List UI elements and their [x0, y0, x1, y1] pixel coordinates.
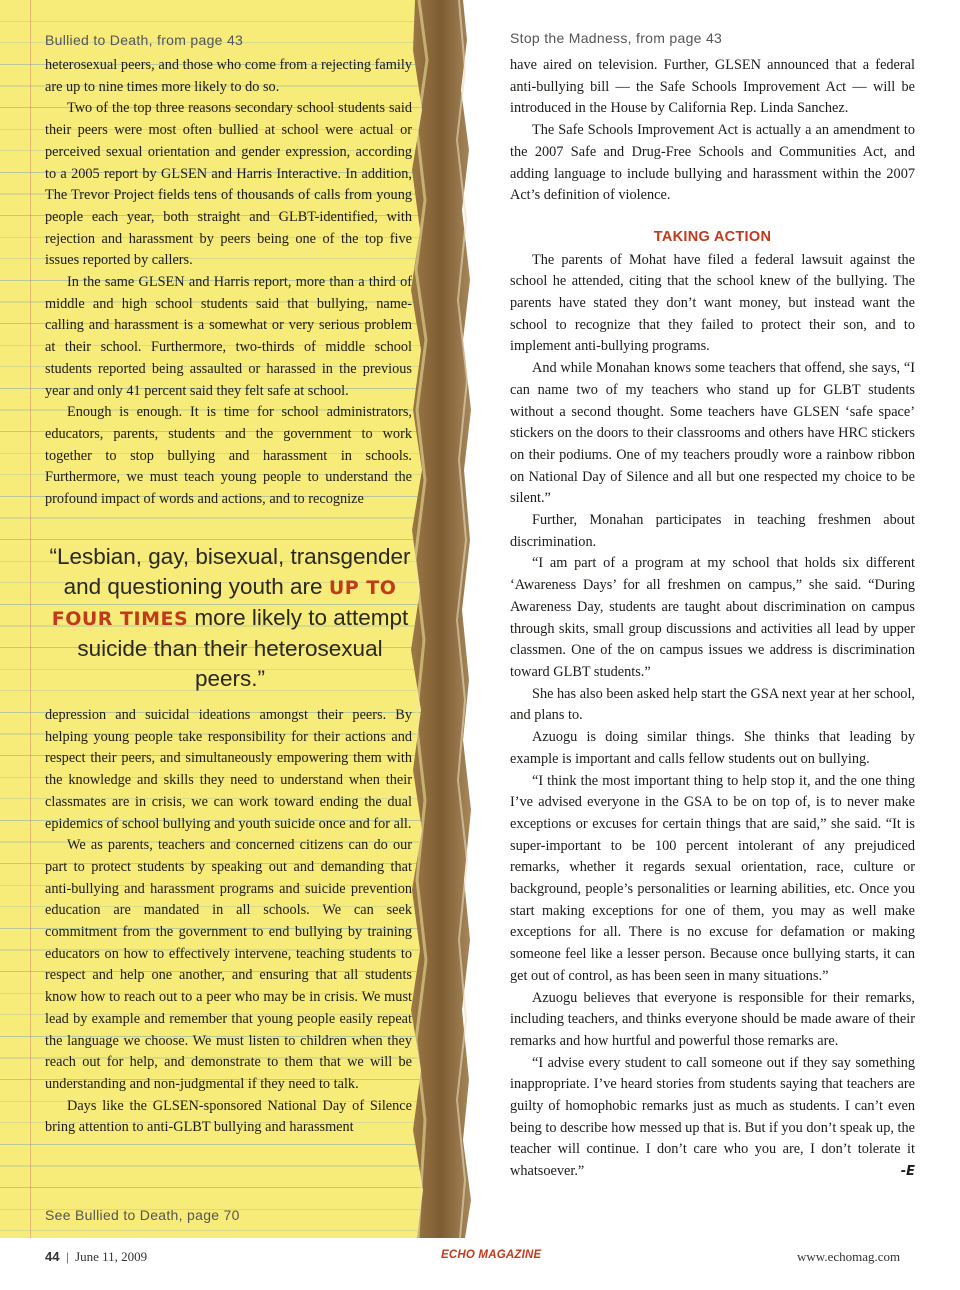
signoff: -E: [900, 1164, 915, 1180]
section-heading: TAKING ACTION: [653, 228, 772, 245]
paragraph-with-signoff: [510, 1053, 915, 1183]
paragraph: She has also been asked help start the GSA next year at her school, and plans to.: [510, 685, 915, 724]
paragraph: Azuogu is doing similar things. She thinks that leading by example is important and calls fellow students out on bullying.: [510, 729, 915, 767]
paragraph: Further, Monahan participates in teaching freshmen about discrimination.: [510, 512, 915, 550]
paragraph: Days like the GLSEN-sponsored National Day of Silence bring attention to anti-GLBT bullying and harassment: [45, 1097, 412, 1136]
paragraph: depression and suicidal ideations amongst their peers. By helping young people take responsibility for their actions and respect their peers, and simultaneously empowering them with the knowledge and skills they need to understand when their classmates are in crisis, we can work toward ending the dual epidemics of school bullying and youth suicide once and for all.: [45, 707, 412, 832]
paragraph: The Safe Schools Improvement Act is actually a an amendment to the 2007 Safe and Drug-Free Schools and Communities Act, and adding language to include bullying and harassment within the 2007 Act’s definition of violence.: [510, 122, 915, 204]
paragraph: “I think the most important thing to help stop it, and the one thing I’ve advised everyone in the GSA to be on top of, is to never make exceptions or excuses for certain things that are said,” she said. “It is super-important to be 100 percent intolerant of any prejudiced remarks, whether it regards sexual orientation, race, culture or background, people’s personalities or learning abilities, etc. Once you start making exceptions for one of them, you may as well make exceptions for all. There is no excuse for defamation or making someone feel like a lesser person. Because once bullying starts, it can get out of control, as has been seen in many situations.”: [510, 772, 915, 984]
continued-line: See Bullied to Death, page 70: [45, 1207, 240, 1223]
left-column-bottom: [45, 705, 412, 1139]
pull-quote-text: more likely to attempt suicide than their heterosexual peers.”: [77, 605, 409, 691]
paragraph: And while Monahan knows some teachers that offend, she says, “I can name two of my teachers who stand up for GLBT students without a second thought. Some teachers have GLSEN ‘safe space’ stickers on the doors to their classrooms and others have HRC stickers on their podiums. One of my teachers proudly wore a rainbow ribbon on National Day of Silence and all but one respected my choice to be silent.”: [510, 360, 915, 507]
paragraph: Azuogu believes that everyone is responsible for their remarks, including teachers, and thinks everyone should be made aware of their remarks and how hurtful and powerful those remarks are.: [510, 989, 915, 1049]
issue-date: June 11, 2009: [75, 1249, 148, 1264]
pull-quote: [40, 542, 420, 694]
website-url: www.echomag.com: [797, 1249, 901, 1264]
paragraph: We as parents, teachers and concerned citizens can do our part to protect students by speaking out and demanding that anti-bullying and harassment programs and suicide prevention education are mandated in all schools. We can seek commitment from the government to end bullying by training educators on how to effectively intervene, teaching students to respect and help one another, and ensuring that all students know how to reach out to a peer who may be in crisis. We must lead by example and remember that young people easily repeat the language we choose. We must listen to children when they reach out for help, and demonstrate to them that we will be understanding and non-judgmental if they need to talk.: [45, 837, 412, 1092]
running-head-right: Stop the Madness, from page 43: [510, 30, 723, 46]
page-number: 44: [45, 1249, 60, 1264]
magazine-brand: ECHO MAGAZINE: [441, 1249, 542, 1261]
right-column: [510, 55, 915, 1183]
pull-quote-emphasis: UP TO FOUR TIMES: [51, 577, 397, 630]
paragraph: Enough is enough. It is time for school administrators, educators, parents, students and the government to work together to stop bullying and harassment in schools. Furthermore, we must teach young people to understand the profound impact of words and actions, and to recognize: [45, 404, 412, 508]
paragraph: Two of the top three reasons secondary school students said their peers were most often bullied at school were actual or perceived sexual orientation and gender expression, according to a 2005 report by GLSEN and Harris Interactive. In addition, The Trevor Project fields tens of thousands of calls from young people each year, both straight and GLBT-identified, with rejection and harassment by peers being one of the top five issues reported by callers.: [45, 100, 412, 269]
notepad-margin-line: [30, 0, 31, 1238]
left-column-top: [45, 55, 412, 511]
footer-left: [45, 1249, 147, 1265]
paragraph: have aired on television. Further, GLSEN announced that a federal anti-bullying bill — the Safe Schools Improvement Act — will be introduced in the House by California Rep. Linda Sanchez.: [510, 57, 915, 117]
paragraph: In the same GLSEN and Harris report, more than a third of middle and high school students said that bullying, name-calling and harassment is a somewhat or very serious problem at their school. Furthermore, two-thirds of middle school students reported being assaulted or harassed in the previous year and only 41 percent said they felt safe at school.: [45, 274, 412, 399]
running-head-left: Bullied to Death, from page 43: [45, 32, 244, 48]
footer-separator: |: [65, 1249, 69, 1264]
paragraph: heterosexual peers, and those who come from a rejecting family are up to nine times more likely to do so.: [45, 57, 412, 95]
paragraph: The parents of Mohat have filed a federal lawsuit against the school he attended, citing that the school knew of the bullying. The parents have stated they don’t want money, but instead want the school to recognize that they failed to protect their son, and to implement anti-bullying programs.: [510, 251, 915, 355]
paragraph: “I advise every student to call someone out if they say something inappropriate. I’ve heard stories from students saying that teachers are guilty of homophobic remarks just as much as students. I can’t even being to describe how messed up that is. But if you don’t speak up, the teacher will continue. I don’t care who you are, I don’t tolerate it whatsoever.”: [510, 1054, 915, 1180]
pull-quote-text: “Lesbian, gay, bisexual, transgender and questioning youth are: [49, 544, 411, 599]
paragraph: “I am part of a program at my school that holds six different ‘Awareness Days’ for all freshmen on campus,” she said. “During Awareness Day, students are taught about discrimination on campus through skits, small group discussions and activities all lead by upper classmen. One of the on campus issues we address is discrimination toward GLBT students.”: [510, 555, 915, 680]
